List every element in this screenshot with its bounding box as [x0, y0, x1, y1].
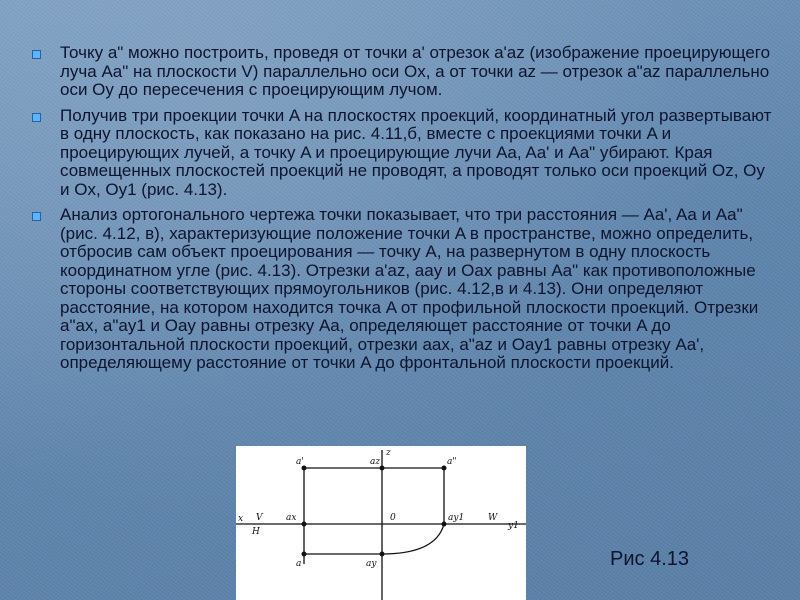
label-ay1: ay1: [448, 513, 465, 523]
bullet-item: [30, 44, 775, 100]
slide-text: [30, 44, 775, 380]
point-ax: [302, 522, 307, 527]
point-ay1: [442, 522, 447, 527]
label-h: H: [252, 527, 260, 537]
label-az: az: [370, 457, 381, 467]
bullet-item: [30, 206, 775, 373]
projection-drawing: [236, 446, 526, 600]
label-ax: ax: [286, 513, 297, 523]
bullet-text: Получив три проекции точки A на плоскостях проекций, координатный угол развертывают в одну плоскость, как показано на рис. 4.11,б, вместе с проекциями точки A и проецирующих лучей, а точку A и проецирующие лучи Aa, Aa' и Aa" убирают. Края совмещенных плоскостей проекций не проводят, а проводят только оси проекций Oz, Oy и Ox, Oy1 (рис. 4.13).: [60, 105, 772, 199]
bullet-item: [30, 107, 775, 200]
label-a: a: [296, 559, 302, 569]
projection-drawing-figure: [236, 446, 526, 600]
figure-caption: Рис 4.13: [610, 548, 689, 570]
transfer-arc: [382, 524, 444, 554]
label-a-dprime: a": [447, 457, 457, 467]
label-a-prime: a': [296, 457, 304, 467]
bullet-square-icon: [32, 113, 41, 122]
bullet-text: Точку a" можно построить, проведя от точки a' отрезок a'az (изображение проецирующего луча Aa" на плоскости V) параллельно оси Ox, а от точки az — отрезок a"az параллельно оси Oy до пересечения с проецирующим лучом.: [60, 43, 771, 99]
bullet-text: Анализ ортогонального чертежа точки показывает, что три расстояния — Aa', Aa и Aa" (рис. 4.12, в), характеризующие положение точки A в пространстве, можно определить, отбросив сам объект проецирования — точку A, на развернутом в одну плоскость координатном угле (рис. 4.13). Отрезки a'az, aay и Oax равны Aa" как противоположные стороны соответствующих прямоугольников (рис. 4.12,в и 4.13). Они определяют расстояние, на котором находится точка A от профильной плоскости проекций. Отрезки a"ax, a"ay1 и Oay равны отрезку Aa, определяющет расстояние от точки A до горизонтальной плоскости проекций, отрезки aax, a"az и Oay1 равны отрезку Aa', определяющему расстояние от точки A до фронтальной плоскости проекций.: [60, 205, 759, 372]
label-x: x: [238, 514, 244, 524]
bullet-square-icon: [32, 212, 41, 221]
point-a-dprime: [442, 466, 447, 471]
label-v: V: [256, 513, 263, 523]
label-z: z: [386, 448, 391, 458]
label-o: 0: [390, 513, 396, 523]
label-ay: ay: [366, 559, 377, 569]
point-az: [380, 466, 385, 471]
point-a: [302, 552, 307, 557]
label-y1: y1: [508, 521, 519, 531]
label-w: W: [488, 513, 498, 523]
bullet-list: [30, 44, 775, 373]
bullet-square-icon: [32, 50, 41, 59]
point-ay: [380, 552, 385, 557]
